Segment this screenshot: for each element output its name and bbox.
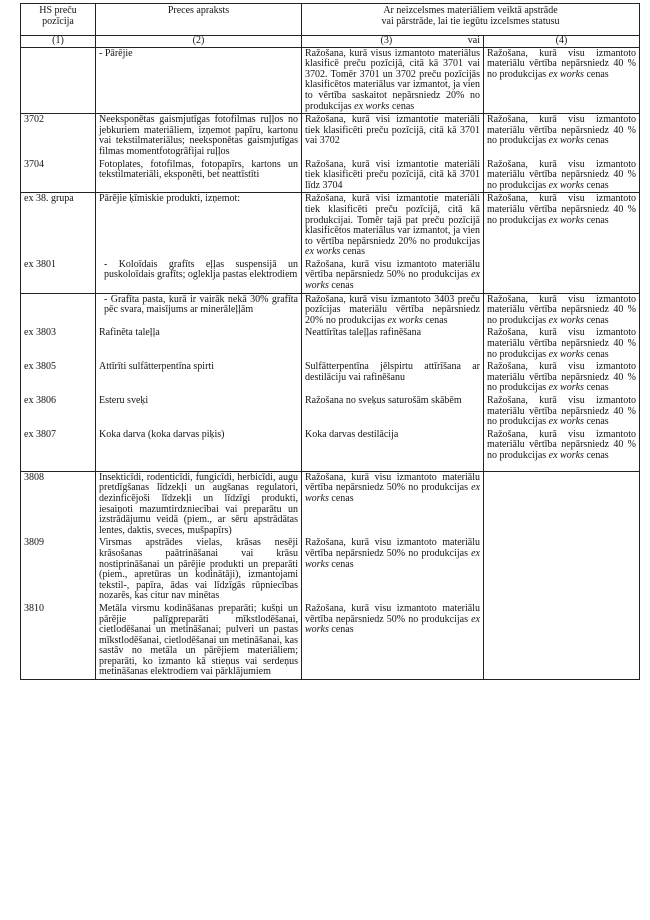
- table-row: [21, 47, 640, 114]
- table-row: [21, 361, 640, 395]
- description: Fotoplates, fotofilmas, fotopapīrs, kartons un tekstilmateriāli, eksponēti, bet neattīstīti: [96, 159, 302, 193]
- description: - Pārējie: [96, 47, 302, 114]
- alternative-rule: Ražošana, kurā visu izmantoto materiālu vērtība nepārsniedz 40 % no produkcijas ex works cenas: [484, 114, 640, 159]
- alternative-rule: [484, 537, 640, 603]
- hs-code: ex 3803: [21, 327, 96, 361]
- hs-code: 3702: [21, 114, 96, 159]
- header-processing: Ar neizcelsmes materiāliem veiktā apstrāde vai pārstrāde, lai tie iegūtu izcelsmes statusu: [302, 4, 640, 36]
- processing-rule: Koka darvas destilācija: [302, 429, 484, 472]
- alternative-rule: Ražošana, kurā visu izmantoto materiālu vērtība nepārsniedz 40 % no produkcijas ex works cenas: [484, 327, 640, 361]
- processing-rule: Ražošana, kurā visu izmantoto materiālu vērtība nepārsniedz 50% no produkcijas ex works cenas: [302, 471, 484, 537]
- alternative-rule: [484, 603, 640, 680]
- processing-rule: Ražošana, kurā visus izmantoto materiālus klasificē preču pozīcijā, citā kā 3701 vai 3702. Tomēr 3701 un 3702 preču pozīcijās klasificētos materiālus var izmantot, ja vien to vērtība saskaitot nepārsniedz 20% no produkcijas ex works cenas: [302, 47, 484, 114]
- table-row: [21, 537, 640, 603]
- description: Attīrīti sulfātterpentīna spirti: [96, 361, 302, 395]
- description: Metāla virsmu kodināšanas preparāti; kušņi un pārējie palīgpreparāti mīkstlodēšanai, cietlodēšanai un metināšanai; pulveri un pastas mīkstlodēšanai, cietlodēšanai un metināšanai, kas sastāv no metāla un pārējiem materiāliem; preparāti, ko izmanto kā stieņus vai serdeņus metināšanas elektrodiem vai pārklājumiem: [96, 603, 302, 680]
- header-number-row: [21, 36, 640, 48]
- description: - Grafīta pasta, kurā ir vairāk nekā 30% grafīta pēc svara, maisījums ar minerāleļļām: [96, 293, 302, 327]
- hs-code: ex 3806: [21, 395, 96, 429]
- table-row: [21, 259, 640, 293]
- rules-table: [20, 3, 640, 680]
- header-description: Preces apraksts: [96, 4, 302, 36]
- processing-rule: Ražošana, kurā visu izmantoto materiālu vērtība nepārsniedz 50% no produkcijas ex works cenas: [302, 259, 484, 293]
- description: Esteru sveķi: [96, 395, 302, 429]
- hs-code: 3809: [21, 537, 96, 603]
- hs-code: 3808: [21, 471, 96, 537]
- processing-rule: Ražošana, kurā visi izmantotie materiāli tiek klasificēti preču pozīcijā, citā kā 3701 līdz 3704: [302, 159, 484, 193]
- hs-code: ex 3805: [21, 361, 96, 395]
- hs-code: [21, 47, 96, 114]
- header-hs-code: HS preču pozīcija: [21, 4, 96, 36]
- table-row: [21, 429, 640, 472]
- table-row: [21, 395, 640, 429]
- hs-code: 3810: [21, 603, 96, 680]
- table-row: [21, 193, 640, 259]
- processing-rule: Ražošana, kurā visi izmantotie materiāli tiek klasificēti preču pozīcijā, citā kā produkcijai. Tomēr tajā pat preču pozīcijā klasificētos materiālus var izmantot, ja vien to vērtība nepārsniedz 20% no produkcijas ex works cenas: [302, 193, 484, 259]
- alternative-rule: Ražošana, kurā visu izmantoto materiālu vērtība nepārsniedz 40 % no produkcijas ex works cenas: [484, 193, 640, 259]
- alternative-rule: Ražošana, kurā visu izmantoto materiālu vērtība nepārsniedz 40 % no produkcijas ex works cenas: [484, 361, 640, 395]
- hs-code: ex 3807: [21, 429, 96, 472]
- processing-rule: Ražošana, kurā visu izmantoto 3403 preču pozīcijas materiālu vērtība nepārsniedz 20% no produkcijas ex works cenas: [302, 293, 484, 327]
- processing-rule: Ražošana, kurā visu izmantoto materiālu vērtība nepārsniedz 50% no produkcijas ex works cenas: [302, 603, 484, 680]
- processing-rule: Neattīrītas taleļļas rafinēšana: [302, 327, 484, 361]
- description: Pārējie ķīmiskie produkti, izņemot:: [96, 193, 302, 259]
- alternative-rule: [484, 259, 640, 293]
- header-num-4: (4): [484, 36, 640, 48]
- hs-code: ex 38. grupa: [21, 193, 96, 259]
- description: Koka darva (koka darvas piķis): [96, 429, 302, 472]
- header-num-2: (2): [96, 36, 302, 48]
- table-row: [21, 114, 640, 159]
- alternative-rule: Ražošana, kurā visu izmantoto materiālu vērtība nepārsniedz 40 % no produkcijas ex works cenas: [484, 429, 640, 472]
- table-row: [21, 327, 640, 361]
- processing-rule: Ražošana no sveķus saturošām skābēm: [302, 395, 484, 429]
- processing-rule: Ražošana, kurā visi izmantotie materiāli tiek klasificēti preču pozīcijā, citā kā 3701 vai 3702: [302, 114, 484, 159]
- alternative-rule: Ražošana, kurā visu izmantoto materiālu vērtība nepārsniedz 40 % no produkcijas ex works cenas: [484, 159, 640, 193]
- description: Neeksponētas gaismjutīgas fotofilmas ruļļos no jebkuriem materiāliem, izņemot papīru, kartonu vai tekstilmateriālus; neeksponētas gaismjutīgas filmas momentfotogrāfijai ruļļos: [96, 114, 302, 159]
- alternative-rule: Ražošana, kurā visu izmantoto materiālu vērtība nepārsniedz 40 % no produkcijas ex works cenas: [484, 47, 640, 114]
- description: - Koloīdais grafīts eļļas suspensijā un puskoloīdais grafīts; ogleklja pastas elektrodiem: [96, 259, 302, 293]
- hs-code: 3704: [21, 159, 96, 193]
- description: Rafinēta taleļļa: [96, 327, 302, 361]
- processing-rule: Ražošana, kurā visu izmantoto materiālu vērtība nepārsniedz 50% no produkcijas ex works cenas: [302, 537, 484, 603]
- alternative-rule: Ražošana, kurā visu izmantoto materiālu vērtība nepārsniedz 40 % no produkcijas ex works cenas: [484, 293, 640, 327]
- table-row: [21, 159, 640, 193]
- header-num-1: (1): [21, 36, 96, 48]
- hs-code: ex 3801: [21, 259, 96, 293]
- description: Virsmas apstrādes vielas, krāsas nesēji krāsošanas paātrināšanai vai krāsu nostiprināšanai un pārējie produkti un preparāti (piem., apretūras un kodinātāji), izmantojami tekstil-, papīra, ādas vai līdzīgās rūpniecības nozarēs, kas citur nav minētas: [96, 537, 302, 603]
- hs-code: [21, 293, 96, 327]
- header-num-3: (3) vai: [302, 36, 484, 48]
- alternative-rule: Ražošana, kurā visu izmantoto materiālu vērtība nepārsniedz 40 % no produkcijas ex works cenas: [484, 395, 640, 429]
- processing-rule: Sulfātterpentīna jēlspirtu attīrīšana ar destilāciju vai rafinēšanu: [302, 361, 484, 395]
- header-row: [21, 4, 640, 36]
- description: Insekticīdi, rodenticīdi, fungicīdi, herbicīdi, augu pretdīgšanas līdzekļi un augšanas regulatori, dezinficējoši līdzekļi un līdzīgi produkti, iesaiņoti mazumtirdzniecībai vai preparātu un izstrādājumu veidā (piem., ar sēru apstrādātas lentes, daktis, sveces, mušpapīrs): [96, 471, 302, 537]
- table-row: [21, 293, 640, 327]
- table-row: [21, 603, 640, 680]
- table-row: [21, 471, 640, 537]
- alternative-rule: [484, 471, 640, 537]
